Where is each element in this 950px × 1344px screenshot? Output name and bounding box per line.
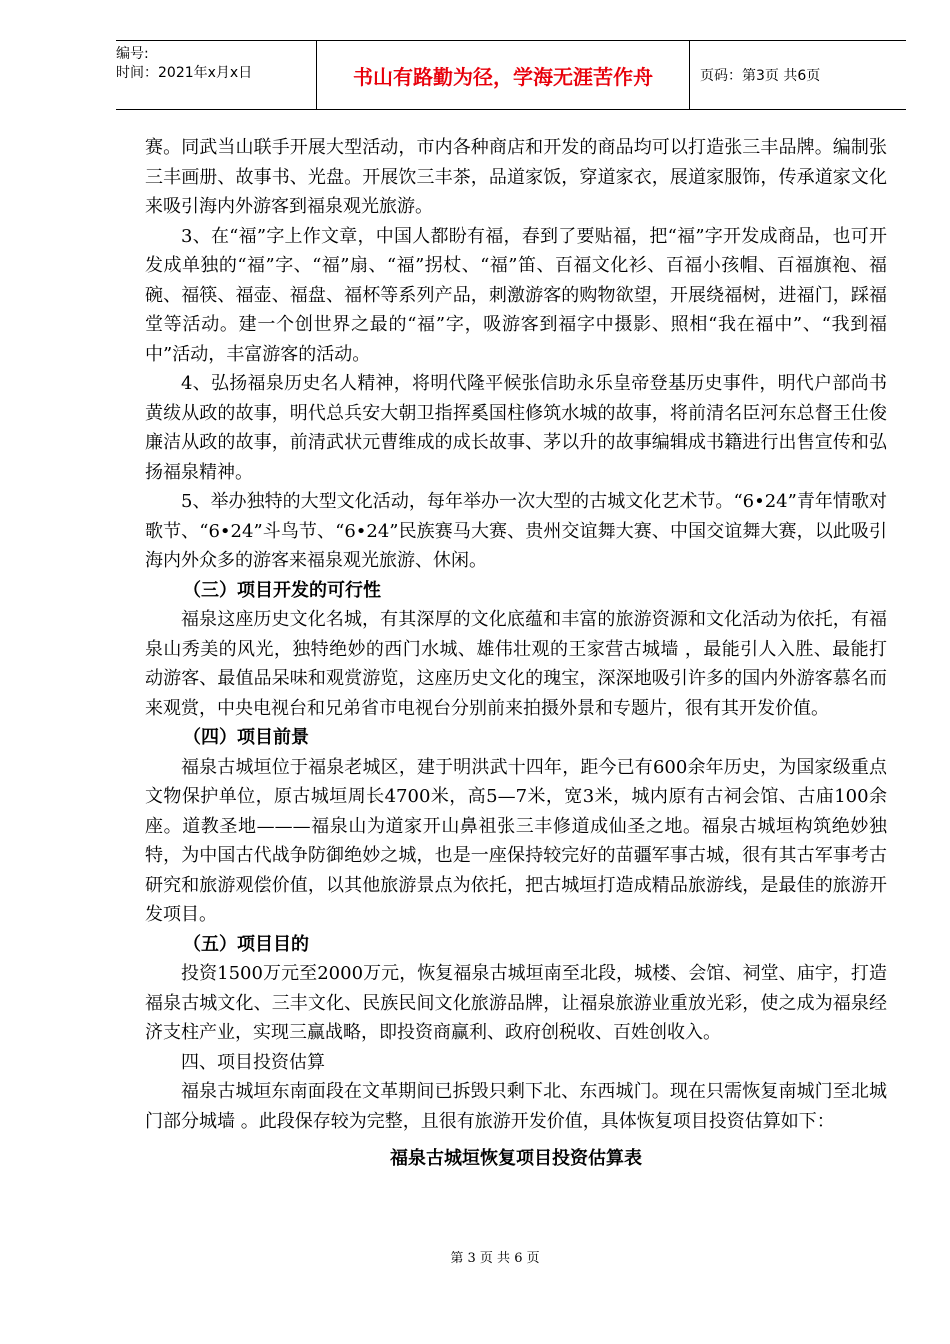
section-heading: （五）项目目的: [183, 933, 309, 955]
body-paragraph: 5、举办独特的大型文化活动，每年举办一次大型的古城文化艺术节。“6•24”青年情歌对歌节、“6•24”斗鸟节、“6•24”民族赛马大赛、贵州交谊舞大赛、中国交谊舞大赛，以此吸引海内外众多的游客来福泉观光旅游、休闲。: [145, 491, 887, 571]
body-paragraph: 福泉古城垣位于福泉老城区，建于明洪武十四年，距今已有600余年历史，为国家级重点文物保护单位，原古城垣周长4700米，高5—7米，宽3米，城内原有古祠会馆、古庙100余座。道教圣地———福泉山为道家开山鼻祖张三丰修道成仙圣之地。福泉古城垣构筑绝妙独特，为中国古代战争防御绝妙之城，也是一座保持较完好的苗疆军事古城，很有其古军事考古研究和旅游观偿价值，以其他旅游景点为依托，把古城垣打造成精品旅游线，是最佳的旅游开发项目。: [145, 756, 887, 925]
header-page-info: 页码：第3页 共6页: [700, 68, 821, 84]
body-paragraph: 福泉这座历史文化名城，有其深厚的文化底蕴和丰富的旅游资源和文化活动为依托，有福泉山秀美的风光，独特绝妙的西门水城、雄伟壮观的王家营古城墙 ，最能引人入胜、最能打动游客、最值品呆味和观赏游览，这座历史文化的瑰宝，深深地吸引许多的国内外游客慕名而来观赏，中央电视台和兄弟省市电视台分别前来拍摄外景和专题片，很有其开发价值。: [145, 609, 887, 719]
section-heading: （三）项目开发的可行性: [183, 579, 381, 601]
page-footer: 第 3 页 共 6 页: [450, 1251, 540, 1266]
header-meta: [116, 41, 316, 109]
serial-label: 编号:: [116, 46, 149, 62]
body-paragraph: 4、弘扬福泉历史名人精神，将明代隆平候张信助永乐皇帝登基历史事件，明代户部尚书黄绂从政的故事，明代总兵安大朝卫指挥奚国柱修筑水城的故事，将前清名臣河东总督王仕俊廉洁从政的故事，前清武状元曹维成的成长故事、茅以升的故事编辑成书籍进行出售宣传和弘扬福泉精神。: [145, 373, 887, 483]
time-label: 时间：2021年x月x日: [116, 65, 253, 81]
header-motto: 书山有路勤为径，学海无涯苦作舟: [316, 41, 690, 109]
page-header: [116, 40, 906, 110]
body-paragraph: 3、在“福”字上作文章，中国人都盼有福，春到了要贴福，把“福”字开发成商品，也可开发成单独的“福”字、“福”扇、“福”拐杖、“福”笛、百福文化衫、百福小孩帽、百福旗袍、福碗、福筷、福壶、福盘、福杯等系列产品，刺激游客的购物欲望，开展绕福树，进福门，踩福堂等活动。建一个创世界之最的“福”字，吸游客到福字中摄影、照相“我在福中”、“我到福中”活动，丰富游客的活动。: [145, 225, 887, 365]
section-heading: （四）项目前景: [183, 727, 309, 748]
body-paragraph: 福泉古城垣东南面段在文革期间已拆毁只剩下北、东西城门。现在只需恢复南城门至北城门部分城墙 。此段保存较为完整，且很有旅游开发价值，具体恢复项目投资估算如下：: [145, 1081, 887, 1132]
body-paragraph: 投资1500万元至2000万元，恢复福泉古城垣南至北段，城楼、会馆、祠堂、庙宇，打造福泉古城文化、三丰文化、民族民间文化旅游品牌，让福泉旅游业重放光彩，使之成为福泉经济支柱产业，实现三赢战略，即投资商赢利、政府创税收、百姓创收入。: [145, 963, 887, 1043]
body-paragraph: 赛。同武当山联手开展大型活动，市内各种商店和开发的商品均可以打造张三丰品牌。编制张三丰画册、故事书、光盘。开展饮三丰茶，品道家饭，穿道家衣，展道家服饰，传承道家文化来吸引海内外游客到福泉观光旅游。: [145, 137, 887, 217]
table-title: 福泉古城垣恢复项目投资估算表: [390, 1148, 642, 1169]
document-body: [145, 133, 887, 1174]
body-paragraph: 四、项目投资估算: [181, 1051, 325, 1073]
